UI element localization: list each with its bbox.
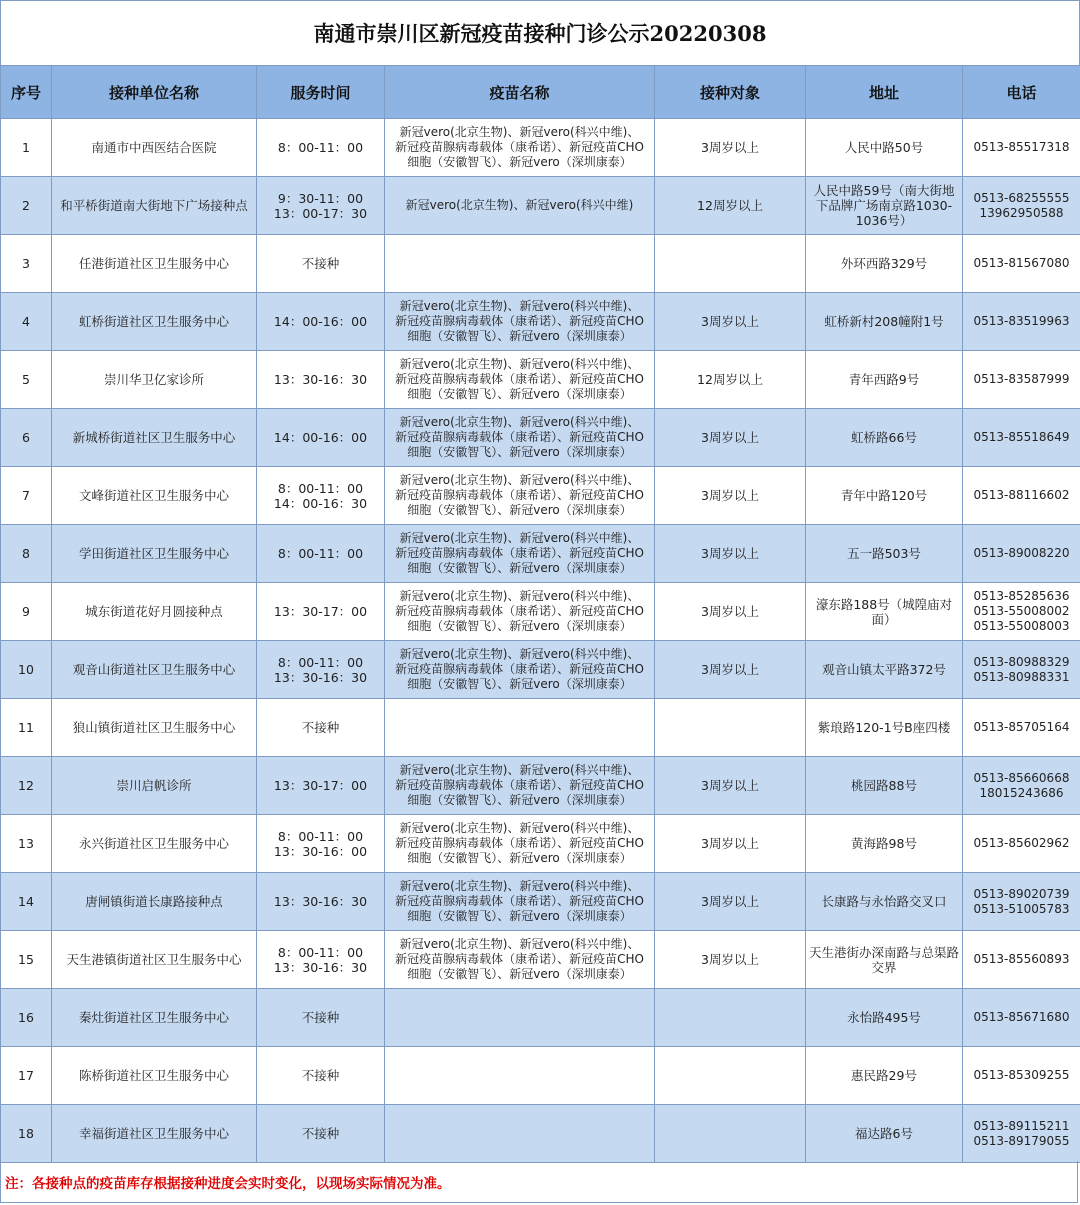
cell-time: 不接种 (257, 699, 385, 757)
cell-address: 外环西路329号 (806, 235, 963, 293)
cell-time: 8：00-11：00 13：30-16：00 (257, 815, 385, 873)
cell-target (655, 699, 806, 757)
cell-unit: 任港街道社区卫生服务中心 (52, 235, 257, 293)
table-row (1, 177, 1080, 235)
footnote: 注：各接种点的疫苗库存根据接种进度会实时变化，以现场实际情况为准。 (0, 1161, 1078, 1203)
cell-seq: 2 (1, 177, 52, 235)
table-row (1, 525, 1080, 583)
cell-target: 3周岁以上 (655, 467, 806, 525)
cell-vaccine: 新冠vero(北京生物)、新冠vero(科兴中维)、 新冠疫苗腺病毒载体（康希诺）、新冠疫苗CHO 细胞（安徽智飞）、新冠vero（深圳康泰） (385, 583, 655, 641)
cell-phone: 0513-83587999 (963, 351, 1080, 409)
cell-seq: 6 (1, 409, 52, 467)
cell-unit: 和平桥街道南大街地下广场接种点 (52, 177, 257, 235)
cell-address: 永怡路495号 (806, 989, 963, 1047)
cell-unit: 崇川启帆诊所 (52, 757, 257, 815)
cell-seq: 16 (1, 989, 52, 1047)
cell-unit: 城东街道花好月圆接种点 (52, 583, 257, 641)
cell-time: 13：30-16：30 (257, 351, 385, 409)
cell-phone: 0513-85602962 (963, 815, 1080, 873)
cell-time: 13：30-17：00 (257, 757, 385, 815)
cell-seq: 13 (1, 815, 52, 873)
cell-phone: 0513-89008220 (963, 525, 1080, 583)
cell-unit: 天生港镇街道社区卫生服务中心 (52, 931, 257, 989)
cell-target (655, 1047, 806, 1105)
cell-unit: 文峰街道社区卫生服务中心 (52, 467, 257, 525)
vaccination-clinic-table (0, 65, 1080, 1163)
cell-target: 3周岁以上 (655, 293, 806, 351)
cell-phone: 0513-85705164 (963, 699, 1080, 757)
cell-target: 3周岁以上 (655, 583, 806, 641)
cell-seq: 1 (1, 119, 52, 177)
cell-time: 不接种 (257, 1105, 385, 1163)
cell-phone: 0513-85285636 0513-55008002 0513-55008003 (963, 583, 1080, 641)
table-row (1, 583, 1080, 641)
table-row (1, 1105, 1080, 1163)
cell-seq: 4 (1, 293, 52, 351)
page-title: 南通市崇川区新冠疫苗接种门诊公示20220308 (0, 0, 1080, 65)
cell-address: 福达路6号 (806, 1105, 963, 1163)
header-phone: 电话 (963, 66, 1080, 119)
table-row (1, 351, 1080, 409)
cell-phone: 0513-85309255 (963, 1047, 1080, 1105)
cell-phone: 0513-88116602 (963, 467, 1080, 525)
cell-phone: 0513-89115211 0513-89179055 (963, 1105, 1080, 1163)
cell-address: 惠民路29号 (806, 1047, 963, 1105)
cell-address: 虹桥新村208幢附1号 (806, 293, 963, 351)
cell-target: 12周岁以上 (655, 177, 806, 235)
cell-seq: 18 (1, 1105, 52, 1163)
cell-target: 12周岁以上 (655, 351, 806, 409)
cell-target: 3周岁以上 (655, 119, 806, 177)
cell-vaccine: 新冠vero(北京生物)、新冠vero(科兴中维)、 新冠疫苗腺病毒载体（康希诺）、新冠疫苗CHO 细胞（安徽智飞）、新冠vero（深圳康泰） (385, 119, 655, 177)
cell-vaccine: 新冠vero(北京生物)、新冠vero(科兴中维)、 新冠疫苗腺病毒载体（康希诺）、新冠疫苗CHO 细胞（安徽智飞）、新冠vero（深圳康泰） (385, 641, 655, 699)
cell-vaccine: 新冠vero(北京生物)、新冠vero(科兴中维)、 新冠疫苗腺病毒载体（康希诺）、新冠疫苗CHO 细胞（安徽智飞）、新冠vero（深圳康泰） (385, 293, 655, 351)
cell-seq: 3 (1, 235, 52, 293)
header-unit: 接种单位名称 (52, 66, 257, 119)
table-row (1, 699, 1080, 757)
cell-seq: 12 (1, 757, 52, 815)
header-target: 接种对象 (655, 66, 806, 119)
cell-phone: 0513-85518649 (963, 409, 1080, 467)
cell-seq: 5 (1, 351, 52, 409)
cell-seq: 11 (1, 699, 52, 757)
cell-seq: 15 (1, 931, 52, 989)
cell-address: 虹桥路66号 (806, 409, 963, 467)
cell-unit: 唐闸镇街道长康路接种点 (52, 873, 257, 931)
cell-target: 3周岁以上 (655, 525, 806, 583)
cell-unit: 狼山镇街道社区卫生服务中心 (52, 699, 257, 757)
header-time: 服务时间 (257, 66, 385, 119)
cell-vaccine (385, 699, 655, 757)
table-row (1, 119, 1080, 177)
cell-time: 14：00-16：00 (257, 409, 385, 467)
header-seq: 序号 (1, 66, 52, 119)
cell-address: 青年中路120号 (806, 467, 963, 525)
table-row (1, 641, 1080, 699)
cell-target (655, 1105, 806, 1163)
cell-target (655, 989, 806, 1047)
cell-target: 3周岁以上 (655, 815, 806, 873)
cell-address: 人民中路50号 (806, 119, 963, 177)
cell-address: 观音山镇太平路372号 (806, 641, 963, 699)
table-row (1, 931, 1080, 989)
cell-phone: 0513-85560893 (963, 931, 1080, 989)
cell-phone: 0513-83519963 (963, 293, 1080, 351)
cell-target: 3周岁以上 (655, 641, 806, 699)
cell-vaccine: 新冠vero(北京生物)、新冠vero(科兴中维)、 新冠疫苗腺病毒载体（康希诺）、新冠疫苗CHO 细胞（安徽智飞）、新冠vero（深圳康泰） (385, 525, 655, 583)
cell-unit: 虹桥街道社区卫生服务中心 (52, 293, 257, 351)
cell-seq: 17 (1, 1047, 52, 1105)
cell-seq: 9 (1, 583, 52, 641)
table-row (1, 873, 1080, 931)
cell-unit: 新城桥街道社区卫生服务中心 (52, 409, 257, 467)
cell-time: 8：00-11：00 13：30-16：30 (257, 931, 385, 989)
cell-address: 长康路与永怡路交叉口 (806, 873, 963, 931)
cell-time: 8：00-11：00 13：30-16：30 (257, 641, 385, 699)
cell-address: 人民中路59号（南大街地下品牌广场南京路1030-1036号） (806, 177, 963, 235)
cell-address: 濠东路188号（城隍庙对面） (806, 583, 963, 641)
cell-phone: 0513-85660668 18015243686 (963, 757, 1080, 815)
cell-phone: 0513-85517318 (963, 119, 1080, 177)
cell-vaccine: 新冠vero(北京生物)、新冠vero(科兴中维)、 新冠疫苗腺病毒载体（康希诺）、新冠疫苗CHO 细胞（安徽智飞）、新冠vero（深圳康泰） (385, 351, 655, 409)
cell-time: 13：30-17：00 (257, 583, 385, 641)
cell-target: 3周岁以上 (655, 931, 806, 989)
cell-phone: 0513-89020739 0513-51005783 (963, 873, 1080, 931)
table-row (1, 815, 1080, 873)
cell-unit: 秦灶街道社区卫生服务中心 (52, 989, 257, 1047)
table-row (1, 1047, 1080, 1105)
cell-time: 8：00-11：00 (257, 119, 385, 177)
cell-phone: 0513-85671680 (963, 989, 1080, 1047)
table-row (1, 989, 1080, 1047)
cell-phone: 0513-81567080 (963, 235, 1080, 293)
cell-vaccine: 新冠vero(北京生物)、新冠vero(科兴中维)、 新冠疫苗腺病毒载体（康希诺）、新冠疫苗CHO 细胞（安徽智飞）、新冠vero（深圳康泰） (385, 873, 655, 931)
cell-address: 天生港街办深南路与总渠路交界 (806, 931, 963, 989)
cell-unit: 幸福街道社区卫生服务中心 (52, 1105, 257, 1163)
cell-unit: 学田街道社区卫生服务中心 (52, 525, 257, 583)
cell-vaccine (385, 235, 655, 293)
cell-time: 不接种 (257, 235, 385, 293)
table-row (1, 293, 1080, 351)
table-row (1, 235, 1080, 293)
cell-target: 3周岁以上 (655, 873, 806, 931)
cell-target (655, 235, 806, 293)
cell-unit: 永兴街道社区卫生服务中心 (52, 815, 257, 873)
table-row (1, 409, 1080, 467)
cell-vaccine: 新冠vero(北京生物)、新冠vero(科兴中维)、 新冠疫苗腺病毒载体（康希诺）、新冠疫苗CHO 细胞（安徽智飞）、新冠vero（深圳康泰） (385, 467, 655, 525)
cell-unit: 陈桥街道社区卫生服务中心 (52, 1047, 257, 1105)
cell-vaccine (385, 989, 655, 1047)
cell-address: 青年西路9号 (806, 351, 963, 409)
cell-address: 桃园路88号 (806, 757, 963, 815)
cell-vaccine: 新冠vero(北京生物)、新冠vero(科兴中维)、 新冠疫苗腺病毒载体（康希诺）、新冠疫苗CHO 细胞（安徽智飞）、新冠vero（深圳康泰） (385, 815, 655, 873)
cell-time: 不接种 (257, 989, 385, 1047)
table-body (1, 119, 1080, 1163)
cell-address: 黄海路98号 (806, 815, 963, 873)
cell-time: 8：00-11：00 (257, 525, 385, 583)
cell-time: 9：30-11：00 13：00-17：30 (257, 177, 385, 235)
cell-target: 3周岁以上 (655, 757, 806, 815)
cell-address: 五一路503号 (806, 525, 963, 583)
cell-vaccine: 新冠vero(北京生物)、新冠vero(科兴中维)、 新冠疫苗腺病毒载体（康希诺）、新冠疫苗CHO 细胞（安徽智飞）、新冠vero（深圳康泰） (385, 409, 655, 467)
header-vaccine: 疫苗名称 (385, 66, 655, 119)
cell-address: 紫琅路120-1号B座四楼 (806, 699, 963, 757)
cell-unit: 观音山街道社区卫生服务中心 (52, 641, 257, 699)
cell-phone: 0513-80988329 0513-80988331 (963, 641, 1080, 699)
cell-unit: 南通市中西医结合医院 (52, 119, 257, 177)
cell-vaccine: 新冠vero(北京生物)、新冠vero(科兴中维)、 新冠疫苗腺病毒载体（康希诺）、新冠疫苗CHO 细胞（安徽智飞）、新冠vero（深圳康泰） (385, 757, 655, 815)
cell-target: 3周岁以上 (655, 409, 806, 467)
cell-time: 不接种 (257, 1047, 385, 1105)
cell-time: 13：30-16：30 (257, 873, 385, 931)
table-row (1, 757, 1080, 815)
cell-time: 14：00-16：00 (257, 293, 385, 351)
cell-phone: 0513-68255555 13962950588 (963, 177, 1080, 235)
table-header-row (1, 66, 1080, 119)
cell-vaccine (385, 1047, 655, 1105)
cell-unit: 崇川华卫亿家诊所 (52, 351, 257, 409)
cell-vaccine: 新冠vero(北京生物)、新冠vero(科兴中维) (385, 177, 655, 235)
cell-vaccine: 新冠vero(北京生物)、新冠vero(科兴中维)、 新冠疫苗腺病毒载体（康希诺）、新冠疫苗CHO 细胞（安徽智飞）、新冠vero（深圳康泰） (385, 931, 655, 989)
cell-seq: 7 (1, 467, 52, 525)
cell-time: 8：00-11：00 14：00-16：30 (257, 467, 385, 525)
cell-seq: 10 (1, 641, 52, 699)
cell-vaccine (385, 1105, 655, 1163)
table-row (1, 467, 1080, 525)
cell-seq: 14 (1, 873, 52, 931)
header-address: 地址 (806, 66, 963, 119)
cell-seq: 8 (1, 525, 52, 583)
